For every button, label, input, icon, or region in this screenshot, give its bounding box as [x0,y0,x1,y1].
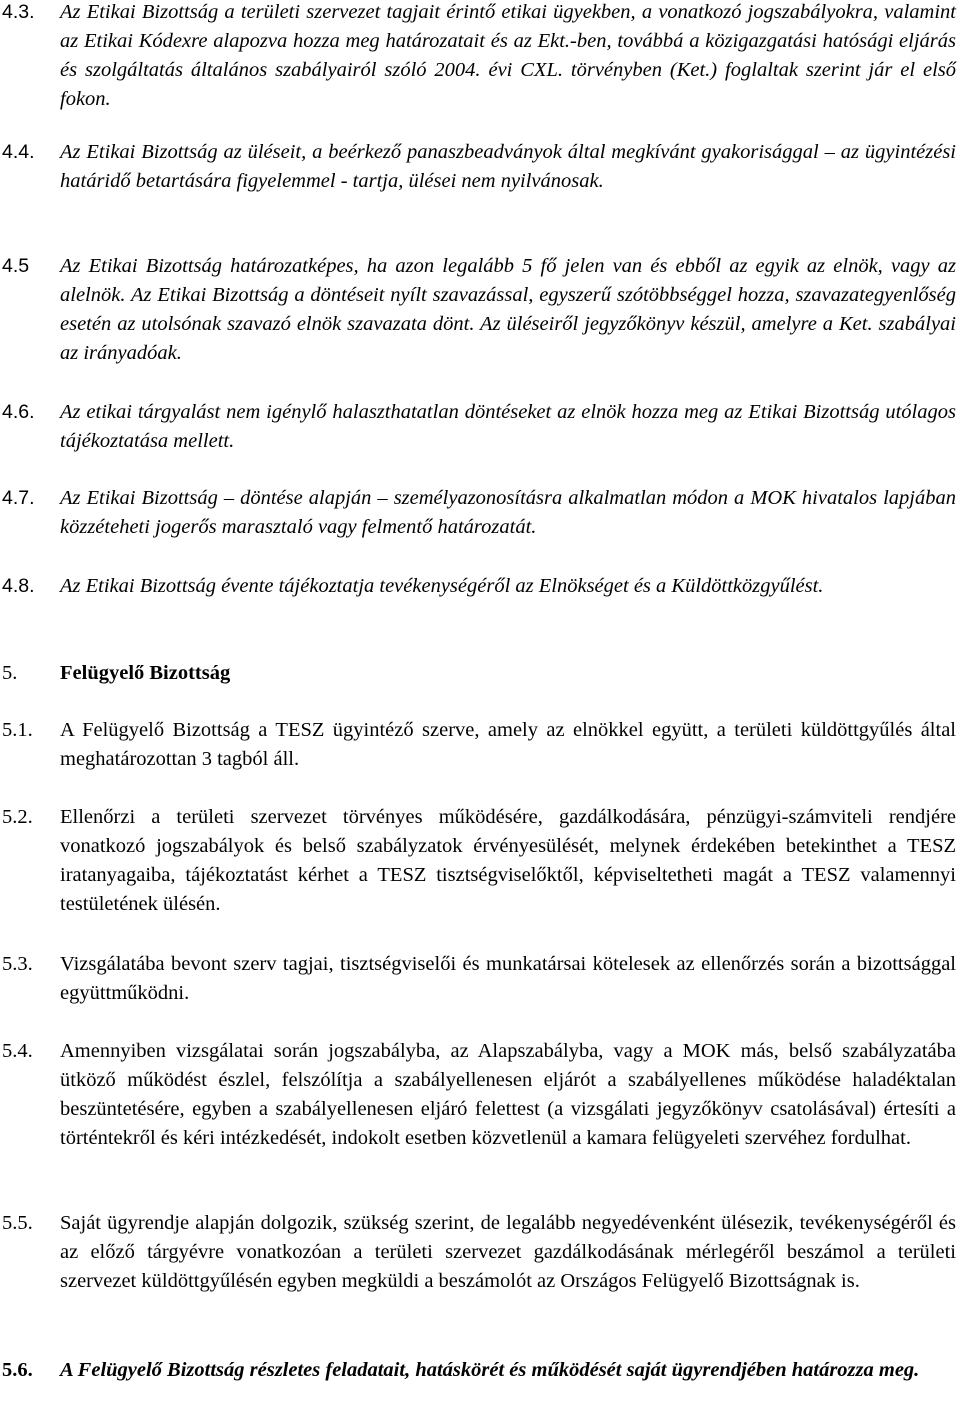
paragraph-4-5 [0,252,956,368]
paragraph-5-6 [0,1356,956,1385]
paragraph-5-2 [0,803,956,919]
paragraph-number: 4.7. [2,487,35,509]
paragraph-text: Az Etikai Bizottság a területi szervezet tagjait érintő etikai ügyekben, a vonatkozó jogszabályokra, valamint az Etikai Kódexre alapozva hozza meg határozatait és az Ekt.-ben, továbbá a közigazgatási hatósági eljárás és szolgáltatás általános szabályairól szóló 2004. évi CXL. törvényben (Ket.) foglaltak szerint jár el első fokon. [60,1,956,110]
paragraph-text: Vizsgálatába bevont szerv tagjai, tisztségviselői és munkatársai kötelesek az ellenőrzés során a bizottsággal együttműködni. [60,953,956,1004]
paragraph-text: A Felügyelő Bizottság részletes feladatait, hatáskörét és működését saját ügyrendjében határozza meg. [60,1359,920,1381]
paragraph-number: 4.3. [2,1,35,23]
paragraph-4-3 [0,0,956,114]
paragraph-5-3 [0,950,956,1008]
paragraph-text: Ellenőrzi a területi szervezet törvényes működésére, gazdálkodására, pénzügyi-számviteli rendjére vonatkozó jogszabályok és belső szabályzatok érvényesülését, melynek érdekében betekinthet a TESZ iratanyagaiba, tájékoztatást kérhet a TESZ tisztségviselőktől, képviseltetheti magát a TESZ valamennyi testületének ülésén. [60,806,956,915]
paragraph-number: 5.5. [2,1212,33,1234]
paragraph-text: Az Etikai Bizottság évente tájékoztatja tevékenységéről az Elnökséget és a Küldöttközgyűlést. [60,575,824,597]
paragraph-4-4 [0,138,956,196]
paragraph-text: Az etikai tárgyalást nem igénylő halaszthatatlan döntéseket az elnök hozza meg az Etikai Bizottság utólagos tájékoztatása mellett. [60,401,956,452]
paragraph-number: 4.8. [2,575,35,597]
section-title: Felügyelő Bizottság [60,662,231,684]
paragraph-number: 5.3. [2,953,33,975]
paragraph-number: 5.4. [2,1040,33,1062]
section-heading-5 [0,659,956,688]
paragraph-number: 5.1. [2,719,33,741]
paragraph-number: 4.5 [2,255,30,277]
paragraph-text: Az Etikai Bizottság határozatképes, ha azon legalább 5 fő jelen van és ebből az egyik az elnök, vagy az alelnök. Az Etikai Bizottság a döntéseit nyílt szavazással, egyszerű szótöbbséggel hozza, szavazategyenlőség esetén az utolsónak szavazó elnök szavazata dönt. Az üléseiről jegyzőkönyv készül, amelyre a Ket. szabályai az irányadóak. [60,255,956,364]
paragraph-text: Amennyiben vizsgálatai során jogszabályba, az Alapszabályba, vagy a MOK más, belső szabályzatába ütköző működést észlel, felszólítja a szabályellenesen eljárót a szabályellenes működése haladéktalan beszüntetésére, egyben a szabályellenesen eljáró felettest (a vizsgálati jegyzőkönyv csatolásával) értesíti a történtekről és kéri intézkedését, indokolt esetben közvetlenül a kamara felügyeleti szervéhez fordulhat. [60,1040,956,1149]
paragraph-5-1 [0,716,956,774]
section-number: 5. [2,662,18,684]
paragraph-number: 4.6. [2,401,35,423]
paragraph-text: Az Etikai Bizottság az üléseit, a beérkező panaszbeadványok által megkívánt gyakorisággal – az ügyintézési határidő betartására figyelemmel - tartja, ülései nem nyilvánosak. [60,141,956,192]
paragraph-5-5 [0,1209,956,1296]
paragraph-4-8 [0,572,956,601]
paragraph-text: A Felügyelő Bizottság a TESZ ügyintéző szerve, amely az elnökkel együtt, a területi küldöttgyűlés által meghatározottan 3 tagból áll. [60,719,956,770]
paragraph-number: 5.6. [2,1359,33,1381]
paragraph-4-7 [0,484,956,542]
paragraph-text: Saját ügyrendje alapján dolgozik, szükség szerint, de legalább negyedévenként ülésezik, tevékenységéről és az előző tárgyévre vonatkozóan a területi szervezet gazdálkodásának mérlegéről beszámol a területi szervezet küldöttgyűlésén egyben megküldi a beszámolót az Országos Felügyelő Bizottságnak is. [60,1212,956,1292]
paragraph-4-6 [0,398,956,456]
paragraph-text: Az Etikai Bizottság – döntése alapján – személyazonosításra alkalmatlan módon a MOK hivatalos lapjában közzéteheti jogerős marasztaló vagy felmentő határozatát. [60,487,956,538]
paragraph-5-4 [0,1037,956,1153]
paragraph-number: 5.2. [2,806,33,828]
paragraph-number: 4.4. [2,141,35,163]
